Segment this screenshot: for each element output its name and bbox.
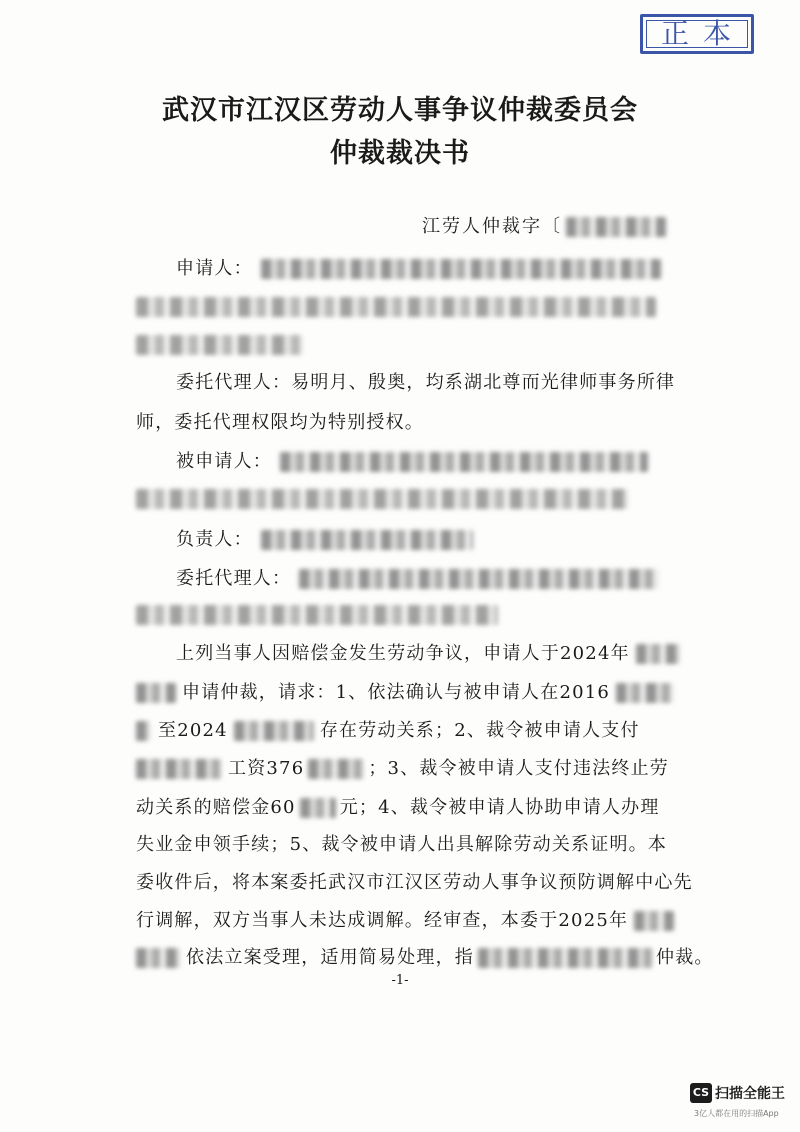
body-line-9 — [136, 945, 714, 971]
body-text: 元；4、裁令被申请人协助申请人办理 — [339, 797, 660, 818]
redaction — [261, 259, 661, 279]
redaction — [136, 335, 304, 355]
redaction — [299, 569, 659, 589]
redaction — [616, 683, 674, 703]
watermark-app-name: 扫描全能王 — [715, 1085, 785, 1102]
applicant-line — [176, 256, 661, 282]
document-title-authority: 武汉市江汉区劳动人事争议仲裁委员会 — [162, 95, 638, 126]
body-line-3 — [136, 718, 640, 744]
redaction — [261, 530, 473, 550]
applicant-label: 申请人： — [176, 258, 253, 279]
responsible-person-line — [176, 527, 473, 553]
respondent-line — [176, 449, 648, 475]
body-text: 存在劳动关系；2、裁令被申请人支付 — [319, 720, 640, 741]
body-text: 依法立案受理，适用简易处理，指 — [186, 947, 474, 968]
agent-line-2: 师，委托代理权限均为特别授权。 — [136, 412, 424, 433]
redaction — [280, 452, 648, 472]
body-line-4 — [136, 756, 669, 782]
redaction — [136, 948, 180, 968]
redaction — [136, 721, 150, 741]
original-copy-stamp: 正本 — [640, 14, 754, 54]
camscanner-logo-icon: CS — [690, 1083, 712, 1103]
body-line-1 — [176, 641, 680, 667]
respondent-agent-label: 委托代理人： — [176, 568, 292, 589]
body-line-5 — [136, 795, 660, 821]
redaction — [136, 683, 176, 703]
redaction — [308, 759, 364, 779]
redaction — [234, 721, 314, 741]
page-number: -1- — [391, 973, 409, 988]
redaction — [136, 759, 222, 779]
body-text: 工资376 — [228, 758, 305, 779]
body-text: 动关系的赔偿金60 — [136, 797, 296, 818]
redaction — [636, 644, 680, 664]
redaction — [136, 297, 656, 317]
body-line-7: 委收件后，将本案委托武汉市江汉区劳动人事争议预防调解中心先 — [136, 872, 693, 893]
responsible-person-label: 负责人： — [176, 529, 253, 550]
redaction — [300, 798, 336, 818]
body-text: 行调解，双方当事人未达成调解。经审查，本委于2025年 — [136, 910, 629, 931]
redaction — [136, 605, 498, 625]
respondent-label: 被申请人： — [176, 451, 272, 472]
respondent-agent-line — [176, 566, 659, 592]
agent-line-1: 委托代理人：易明月、殷奥，均系湖北尊而光律师事务所律 — [176, 372, 676, 393]
body-text: ；3、裁令被申请人支付违法终止劳 — [368, 758, 670, 779]
redaction — [566, 217, 666, 237]
body-text: 仲裁。 — [656, 947, 714, 968]
case-number — [422, 212, 666, 238]
watermark-slogan: 3亿人都在用的扫描App — [694, 1109, 779, 1118]
body-line-6: 失业金申领手续；5、裁令被申请人出具解除劳动关系证明。本 — [136, 834, 668, 855]
case-number-prefix: 江劳人仲裁字〔 — [422, 216, 562, 237]
body-text: 至2024 — [158, 720, 228, 741]
body-line-2 — [136, 680, 674, 706]
body-line-8 — [136, 908, 674, 934]
document-title-type: 仲裁裁决书 — [330, 138, 470, 169]
body-text: 申请仲裁，请求：1、依法确认与被申请人在2016 — [182, 682, 611, 703]
redaction — [136, 489, 628, 509]
redaction — [478, 948, 652, 968]
redaction — [634, 911, 674, 931]
body-text: 上列当事人因赔偿金发生劳动争议，申请人于2024年 — [176, 643, 630, 664]
scanner-watermark — [690, 1082, 785, 1103]
